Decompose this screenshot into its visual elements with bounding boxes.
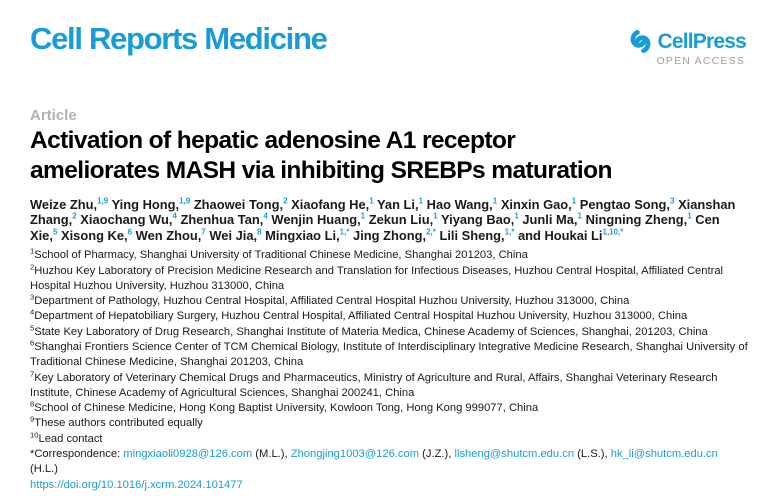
affiliation-line: $^8$School of Chinese Medicine, Hong Kong Baptist University, Kowloon Tong, Hong Kong 999077, China bbox=[30, 399, 539, 415]
author: Xiaofang He,$^1$ bbox=[291, 196, 374, 212]
author-superscript: 1 bbox=[492, 196, 498, 206]
affiliation-marker: 9 bbox=[30, 414, 35, 424]
journal-title: Cell Reports Medicine bbox=[30, 21, 327, 56]
article-type-label: Article bbox=[30, 107, 77, 124]
author: and Houkai $Li^{1,10,*}$ bbox=[518, 227, 624, 243]
author-superscript: 1 bbox=[687, 211, 692, 221]
affiliation-marker: 1 bbox=[30, 246, 35, 256]
author: Wenjin Huang,$^1$ bbox=[271, 211, 366, 228]
author-superscript: 1 bbox=[360, 211, 366, 221]
author-superscript: 1,9 bbox=[179, 196, 191, 206]
affiliation-marker: 3 bbox=[30, 292, 35, 302]
author-superscript: 5 bbox=[52, 227, 58, 237]
author-superscript: 8 bbox=[257, 227, 262, 237]
author-superscript: 7 bbox=[201, 227, 206, 237]
affiliation-line: $^6$Shanghai Frontiers Science Center of TCM Chemical Biology, Institute of Interdisciplinary Integrative Medicine Research, Shanghai University of Traditional Chinese Medicine, Shanghai 201203, China bbox=[30, 338, 748, 369]
affiliation-line: $^5$State Key Laboratory of Drug Research, Shanghai Institute of Materia Medica, Chinese Academy of Sciences, Shanghai, 201203, China bbox=[30, 322, 708, 338]
author: Xianshan Zhang,$^2$ bbox=[30, 196, 736, 228]
affiliation-line: $^4$Department of Hepatobiliary Surgery, Huzhou Central Hospital, Affiliated Central Hospital Huzhou University, Huzhou 313000, China bbox=[30, 307, 688, 323]
affiliation-line: $^{10}$Lead contact bbox=[30, 430, 103, 445]
author: Zhenhua Tan,$^4$ bbox=[180, 211, 268, 228]
author-superscript: 1,* bbox=[504, 227, 515, 237]
author-superscript: 6 bbox=[127, 227, 133, 237]
correspondence-label: *Correspondence: bbox=[30, 448, 124, 461]
article-title-line-1: Activation of hepatic adenosine A1 receptor bbox=[30, 127, 516, 154]
open-access-label: OPEN ACCESS bbox=[656, 55, 745, 67]
affiliation-marker: 6 bbox=[30, 338, 35, 348]
author: Mingxiao Li,$^{1,*}$ bbox=[265, 227, 350, 243]
author: Junli Ma,$^1$ bbox=[522, 211, 582, 228]
author: Wei Jia,$^8$ bbox=[209, 227, 262, 243]
affiliation-line: $^3$Department of Pathology, Huzhou Central Hospital, Affiliated Central Hospital Huzhou University, Huzhou 313000, China bbox=[30, 292, 630, 308]
author: Xinxin Gao,$^1$ bbox=[500, 196, 577, 212]
author-superscript: 1 bbox=[418, 196, 424, 206]
correspondence-line: *Correspondence: mingxiaoli0928@126.com (M.L.), Zhongjing1003@126.com (J.Z.), llsheng@shutcm.edu.cn (L.S.), hk_li@shutcm.edu.cn (H.L.) bbox=[30, 448, 718, 476]
author-superscript: 1,* bbox=[339, 227, 350, 237]
author-list bbox=[30, 197, 748, 243]
author-superscript: 4 bbox=[263, 211, 268, 221]
affiliation-line: $^9$These authors contributed equally bbox=[30, 414, 203, 430]
author: Ying Hong,$^{1,9}$ bbox=[111, 196, 191, 212]
author: Xisong Ke,$^6$ bbox=[60, 227, 133, 243]
correspondence-email-link[interactable]: Zhongjing1003@126.com bbox=[290, 448, 420, 461]
author: Zekun Liu,$^1$ bbox=[368, 211, 438, 228]
affiliation-line: $^1$School of Pharmacy, Shanghai University of Traditional Chinese Medicine, Shanghai 201203, China bbox=[30, 246, 528, 262]
author: Weize Zhu,$^{1,9}$ bbox=[30, 196, 109, 212]
author: Wen Zhou,$^7$ bbox=[135, 227, 206, 243]
author: Cen Xie,$^5$ bbox=[30, 212, 720, 243]
author-superscript: 1 bbox=[571, 196, 577, 206]
correspondence-email-link[interactable]: llsheng@shutcm.edu.cn bbox=[454, 448, 575, 461]
author-superscript: 1 bbox=[577, 211, 582, 221]
affiliations-list bbox=[30, 248, 748, 447]
author: Ningning Zheng,$^1$ bbox=[585, 211, 692, 228]
affiliation-marker: 2 bbox=[30, 261, 35, 271]
publisher-name: CellPress bbox=[657, 29, 746, 53]
affiliation-marker: 5 bbox=[30, 322, 35, 332]
doi-link[interactable]: https://doi.org/10.1016/j.xcrm.2024.101477 bbox=[30, 478, 243, 491]
author-superscript: 2,* bbox=[426, 227, 436, 237]
author-superscript: 1 bbox=[433, 211, 438, 221]
correspondence-email-link[interactable]: hk_li@shutcm.edu.cn bbox=[610, 448, 718, 461]
author: Yiyang Bao,$^1$ bbox=[441, 211, 519, 228]
masthead bbox=[30, 22, 746, 67]
author: Pengtao Song,$^3$ bbox=[579, 196, 675, 212]
author: Lili Sheng,$^{1,*}$ bbox=[439, 227, 515, 243]
article-title-line-2: ameliorates MASH via inhibiting SREBPs maturation bbox=[30, 156, 612, 184]
author: Zhaowei Tong,$^2$ bbox=[193, 196, 288, 212]
article-title bbox=[30, 126, 746, 186]
affiliation-marker: 8 bbox=[30, 399, 35, 409]
author-superscript: 1,9 bbox=[97, 196, 109, 206]
author: Xiaochang Wu,$^4$ bbox=[80, 211, 177, 228]
author-superscript: 2 bbox=[283, 196, 288, 206]
author-superscript: 1,10,* bbox=[602, 227, 624, 237]
doi-line bbox=[30, 478, 746, 493]
affiliation-marker: 10 bbox=[30, 430, 39, 440]
author-superscript: 3 bbox=[670, 196, 675, 206]
author: Jing Zhong,$^{2,*}$ bbox=[353, 227, 436, 243]
affiliation-line: $^7$Key Laboratory of Veterinary Chemical Drugs and Pharmaceutics, Ministry of Agriculture and Rural, Affairs, Shanghai Veterinary Research Institute, Chinese Academy of Agricultural Sciences, Shanghai 200241, China bbox=[30, 368, 718, 399]
cellpress-logo-icon bbox=[628, 29, 653, 54]
publisher-block bbox=[628, 22, 746, 67]
affiliation-marker: 4 bbox=[30, 307, 35, 317]
affiliation-line: $^2$Huzhou Key Laboratory of Precision Medicine Research and Translation for Infectious Diseases, Huzhou Central Hospital, Affiliated Central Hospital Huzhou University, Huzhou 313000, China bbox=[30, 261, 724, 292]
affiliation-marker: 7 bbox=[30, 368, 35, 378]
author-superscript: 1 bbox=[514, 211, 519, 221]
author: Yan Li,$^1$ bbox=[377, 196, 424, 212]
author-superscript: 4 bbox=[172, 211, 177, 221]
author: Hao Wang,$^1$ bbox=[426, 196, 498, 212]
correspondence-email-link[interactable]: mingxiaoli0928@126.com bbox=[123, 448, 253, 461]
author-superscript: 1 bbox=[369, 196, 374, 206]
author-superscript: 2 bbox=[72, 211, 77, 221]
